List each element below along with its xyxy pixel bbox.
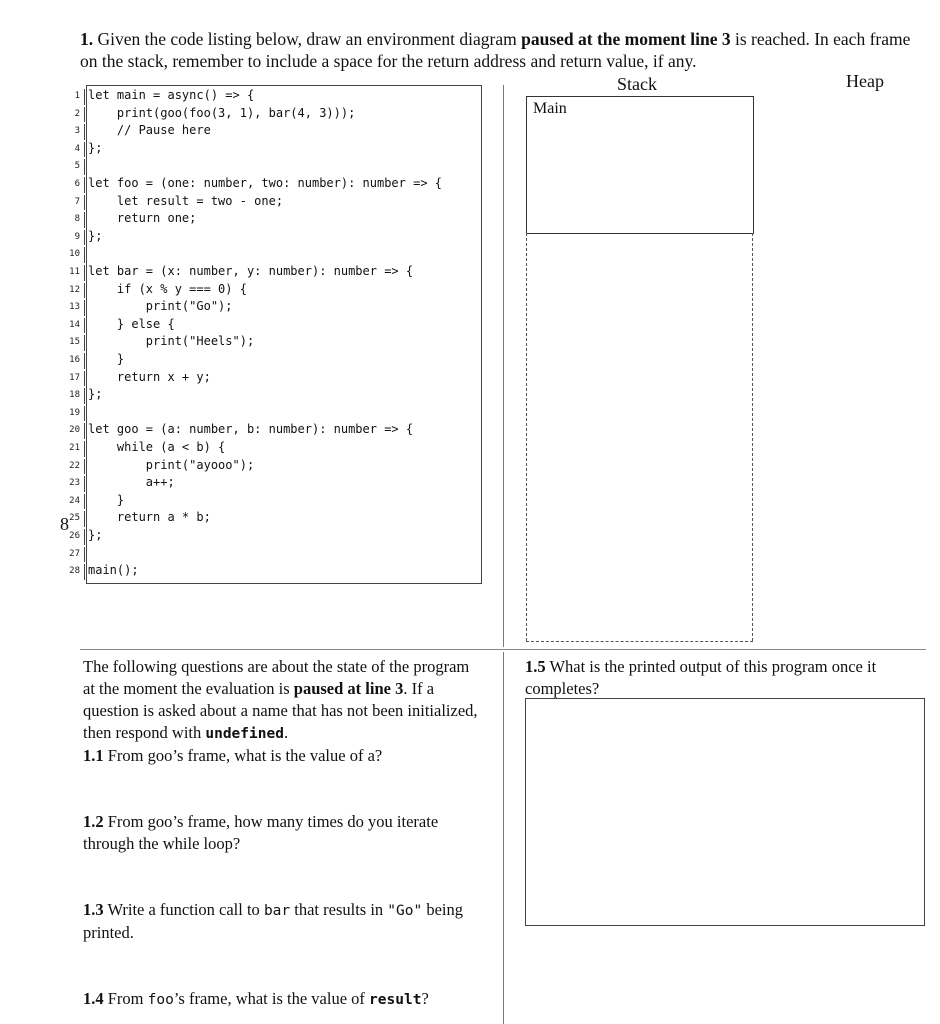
margin-mark: 8 (60, 514, 69, 534)
answer-space-1-2[interactable] (83, 855, 483, 899)
line-number-rule (84, 89, 85, 105)
line-number-rule (84, 335, 85, 351)
line-number: 17 (69, 372, 80, 383)
answer-space-1-3[interactable] (83, 944, 483, 988)
question-1-2: 1.2 From goo’s frame, how many times do you iterate through the while loop? (83, 812, 439, 853)
code-line: }; (88, 228, 103, 243)
line-number-rule (84, 159, 85, 175)
vertical-divider (503, 85, 504, 647)
stack-dashed-right (752, 233, 753, 641)
questions-intro: The following questions are about the state of the program at the moment the evaluation is paused at line 3. If a question is asked about a name that has not been initialized, then respond with undefined. (83, 657, 478, 742)
line-number-rule (84, 124, 85, 140)
line-number-rule (84, 406, 85, 422)
question-1-5: 1.5 What is the printed output of this program once it completes? (525, 657, 877, 698)
code-line: let goo = (a: number, b: number): number => { (88, 422, 414, 437)
code-line: let foo = (one: number, two: number): number => { (88, 176, 443, 190)
line-number: 5 (74, 161, 80, 172)
line-number-rule (84, 247, 85, 263)
line-number: 18 (69, 390, 80, 401)
stack-dashed-bottom (526, 641, 753, 642)
question-1-3: 1.3 Write a function call to bar that results in "Go" being printed. (83, 900, 464, 942)
line-number: 4 (74, 143, 80, 154)
line-number-rule (84, 107, 85, 123)
code-line: print("ayooo"); (88, 457, 255, 472)
code-line: while (a < b) { (88, 440, 226, 454)
line-number-rule (84, 195, 85, 211)
line-number: 22 (69, 460, 80, 471)
line-number-rule (84, 177, 85, 193)
line-number-rule (84, 142, 85, 158)
header-text-2: is reached. In each frame on the stack, remember to include a space for the return address and return value, if any. (80, 29, 911, 71)
code-line: print(goo(foo(3, 1), bar(4, 3))); (88, 105, 356, 120)
line-number: 10 (69, 249, 80, 260)
line-number: 9 (74, 231, 80, 242)
code-line: let main = async() => { (88, 88, 255, 102)
line-number-rule (84, 318, 85, 334)
line-number-rule (84, 300, 85, 316)
line-number-rule (84, 265, 85, 281)
question-1-4: 1.4 From foo’s frame, what is the value of result? (83, 989, 429, 1008)
code-line: // Pause here (88, 123, 211, 138)
code-line: print("Go"); (88, 299, 233, 314)
questions-section (83, 656, 483, 1011)
line-number: 23 (69, 478, 80, 489)
line-number: 28 (69, 566, 80, 577)
line-number: 3 (74, 126, 80, 137)
line-number: 8 (74, 214, 80, 225)
line-number-rule (84, 212, 85, 228)
code-line: }; (88, 387, 103, 402)
line-number-rule (84, 529, 85, 545)
code-line: return x + y; (88, 369, 211, 384)
code-line: if (x % y === 0) { (88, 281, 247, 296)
line-number-rule (84, 494, 85, 510)
line-number-rule (84, 459, 85, 475)
question-1-1: 1.1 From goo’s frame, what is the value of a? (83, 746, 383, 765)
header-bold-text: paused at the moment line 3 (521, 29, 731, 49)
header-text-1: Given the code listing below, draw an environment diagram (93, 29, 522, 49)
line-number: 14 (69, 319, 80, 330)
line-number: 24 (69, 495, 80, 506)
line-number-rule (84, 283, 85, 299)
line-number-rule (84, 511, 85, 527)
code-line: } else { (88, 316, 175, 331)
code-line: } (88, 352, 125, 366)
main-frame-label: Main (533, 100, 567, 117)
line-number: 15 (69, 337, 80, 348)
line-number: 16 (69, 355, 80, 365)
line-number-rule (84, 388, 85, 404)
line-number: 7 (74, 196, 80, 207)
code-line: return a * b; (88, 510, 211, 525)
line-number: 25 (69, 513, 80, 524)
stack-label: Stack (617, 74, 657, 94)
line-number: 13 (69, 302, 80, 313)
line-number-rule (84, 353, 85, 369)
line-number: 2 (74, 108, 80, 119)
line-number: 11 (69, 267, 80, 277)
line-number-rule (84, 476, 85, 492)
answer-space-1-1[interactable] (83, 767, 483, 811)
line-number: 20 (69, 425, 80, 436)
code-line: }; (88, 140, 103, 155)
code-line: a++; (88, 475, 175, 490)
line-number-rule (84, 564, 85, 580)
line-number-rule (84, 371, 85, 387)
line-number: 27 (69, 548, 80, 559)
code-line: let bar = (x: number, y: number): number => { (88, 264, 414, 278)
printed-output-answer-box[interactable] (525, 698, 925, 926)
line-number: 6 (74, 179, 80, 189)
horizontal-divider (80, 649, 926, 650)
line-number: 21 (69, 443, 80, 453)
question-header (80, 28, 930, 72)
line-number-rule (84, 230, 85, 246)
question-number: 1. (80, 29, 94, 49)
line-number-rule (84, 547, 85, 563)
code-line: let result = two - one; (88, 193, 284, 208)
line-number-rule (84, 423, 85, 439)
code-line: }; (88, 528, 103, 542)
line-number: 26 (69, 531, 80, 541)
vertical-divider-lower (503, 652, 504, 1024)
line-number-rule (84, 441, 85, 457)
code-line: print("Heels"); (88, 334, 255, 349)
line-number: 12 (69, 284, 80, 295)
code-line: } (88, 492, 125, 507)
line-number: 19 (69, 407, 80, 418)
line-number: 1 (74, 91, 80, 101)
stack-dashed-left (526, 233, 527, 641)
code-line: main(); (88, 563, 139, 578)
heap-label: Heap (846, 71, 884, 91)
code-line: return one; (88, 211, 197, 226)
